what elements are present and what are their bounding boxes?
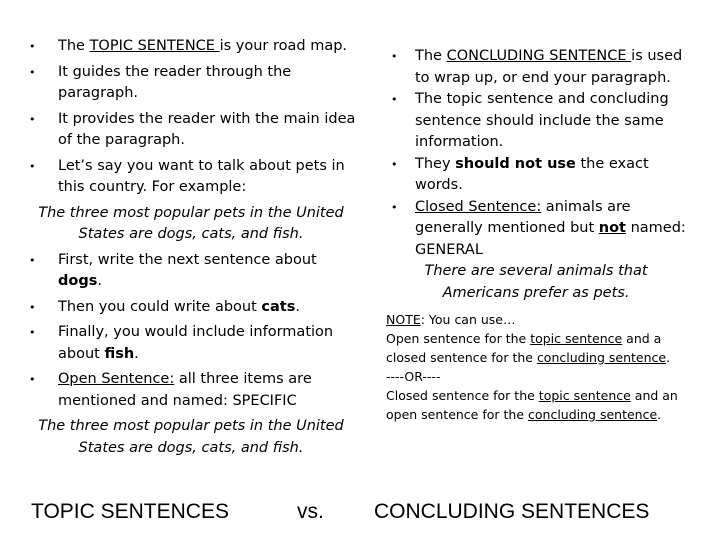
- example-topic-sentence: The three most popular pets in the United States are dogs, cats, and fish.: [38, 204, 344, 242]
- bullet-icon: •: [29, 159, 36, 173]
- example-open-sentence: The three most popular pets in the United States are dogs, cats, and fish.: [38, 418, 344, 456]
- bullet-icon: •: [29, 253, 36, 267]
- bullet-icon: •: [29, 40, 36, 53]
- list-item: • First, write the next sentence about dogs.: [29, 251, 317, 289]
- concluding-sentence-column: [386, 46, 686, 424]
- note-option-1: Open sentence for the topic sentence and a closed sentence for the concluding sentence.: [386, 331, 671, 365]
- list-item: • Then you could write about cats.: [26, 297, 356, 319]
- note-option-2: Closed sentence for the topic sentence and an open sentence for the concluding sentence.: [386, 388, 678, 422]
- list-item: • Open Sentence: all three items are mentioned and named: SPECIFIC: [29, 371, 312, 409]
- bullet-icon: •: [29, 112, 36, 126]
- bullet-icon: •: [391, 200, 398, 214]
- note-or-divider: ----OR----: [386, 369, 441, 384]
- note-heading: NOTE: You can use…: [386, 312, 516, 327]
- topic-bullet-list: [26, 36, 356, 199]
- example-closed-sentence: There are several animals that Americans prefer as pets.: [424, 263, 648, 301]
- bullet-icon: •: [29, 326, 36, 339]
- footer-vs: vs.: [297, 500, 324, 523]
- concluding-bullet-list: [386, 46, 686, 261]
- bullet-icon: •: [391, 157, 398, 171]
- list-item: • The TOPIC SENTENCE is your road map.: [26, 36, 356, 58]
- topic-bullet-list-2: [26, 250, 356, 413]
- list-item: • The topic sentence and concluding sentence should include the same information.: [391, 91, 669, 150]
- list-item: • It guides the reader through the paragraph.: [29, 63, 292, 101]
- bullet-icon: •: [29, 373, 36, 386]
- list-item: • Finally, you would include information about fish.: [29, 324, 334, 362]
- list-item: • It provides the reader with the main idea of the paragraph.: [29, 110, 356, 148]
- footer-concluding-title: CONCLUDING SENTENCES: [374, 500, 650, 523]
- note-box: [386, 310, 686, 424]
- list-item: • Closed Sentence: animals are generally mentioned but not named: GENERAL: [391, 198, 686, 258]
- bullet-icon: •: [391, 93, 398, 106]
- list-item: • Let’s say you want to talk about pets in this country. For example:: [29, 157, 345, 195]
- bullet-icon: •: [29, 65, 36, 79]
- footer-topic-title: TOPIC SENTENCES: [31, 500, 229, 523]
- bullet-icon: •: [391, 50, 398, 63]
- list-item: • The CONCLUDING SENTENCE is used to wrap up, or end your paragraph.: [391, 48, 683, 86]
- list-item: • They should not use the exact words.: [391, 155, 649, 193]
- bullet-icon: •: [29, 300, 36, 314]
- topic-sentence-column: [26, 36, 356, 463]
